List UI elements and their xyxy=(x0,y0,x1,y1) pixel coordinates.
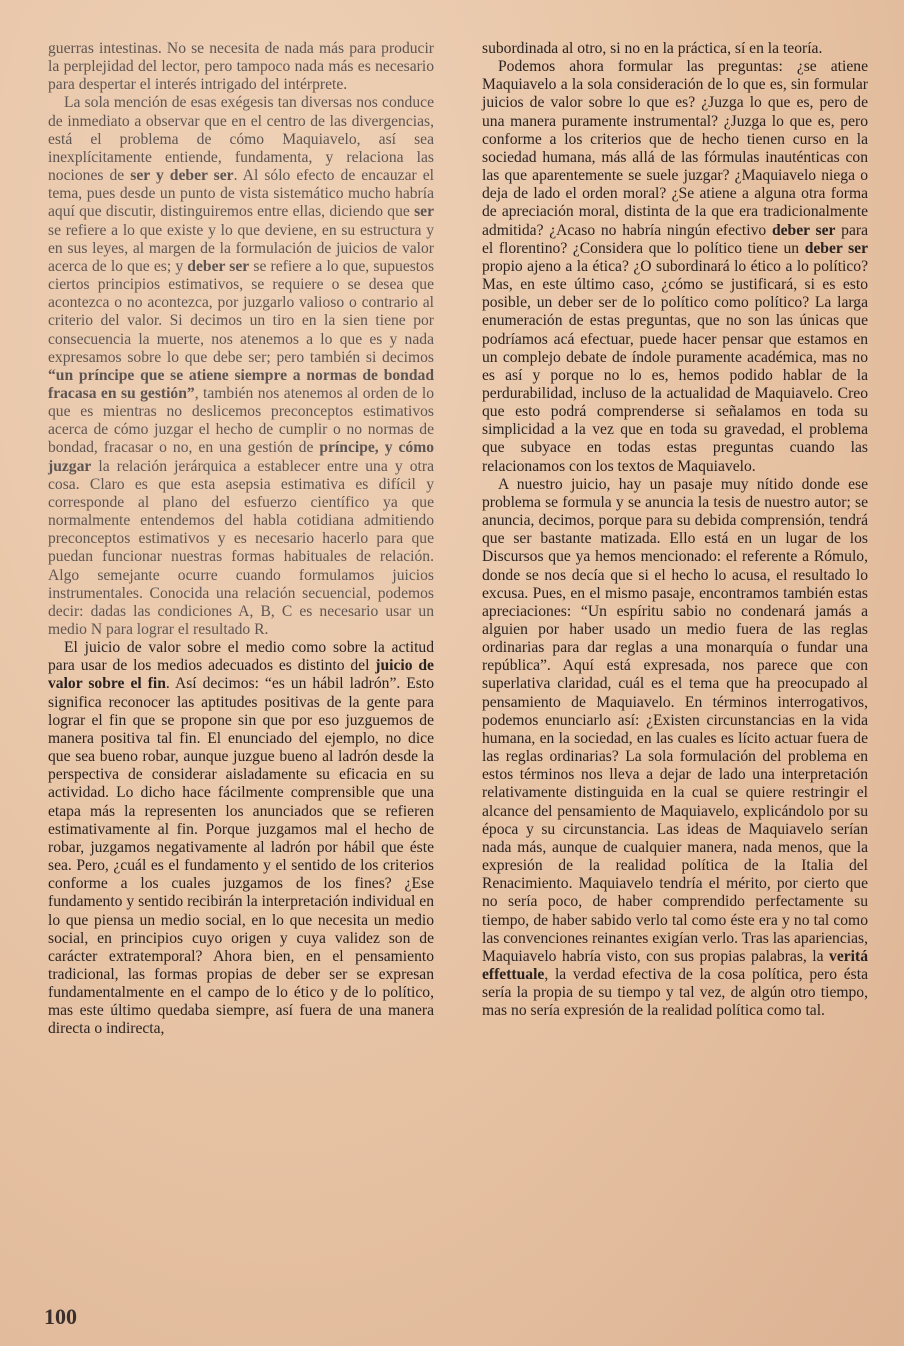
bold-term: veritá effettuale xyxy=(482,947,868,983)
right-column xyxy=(482,40,868,1020)
bold-term: ser y deber ser xyxy=(130,167,234,185)
bold-term: príncipe, y cómo juzgar xyxy=(48,439,434,475)
bold-term: ser xyxy=(414,203,434,221)
bold-term: juicio de valor sobre el fin xyxy=(48,657,434,693)
paragraph-juicio-de-valor xyxy=(48,639,434,1038)
paragraph-text: El juicio de valor sobre el medio como sobre la actitud para usar de los medios adecuados es distinto del xyxy=(48,639,434,675)
paragraph-text: propio ajeno a la ética? ¿O subordinará lo ético a lo político? Mas, en este último caso, ¿cómo se justificará, si es esto posible, un deber ser de lo político como político? La larga enumeración de estas preguntas, que no son las únicas que podríamos acá efectuar, puede hacer pensar que estamos en un complejo debate de índole puramente académica, mas no es así y porque no lo es, hemos podido hablar de la perdurabilidad, incluso de la actualidad de Maquiavelo. Creo que esto podrá comprenderse si señalamos en toda su simplicidad a la vez que en toda su gravedad, el problema que subyace en todas estas preguntas cuando las relacionamos con los textos de Maquiavelo. xyxy=(482,257,868,475)
bold-term: deber ser xyxy=(187,257,250,275)
paragraph-text: para el florentino? ¿Considera que lo político tiene un xyxy=(482,221,868,257)
bold-quote: “un príncipe que se atiene siempre a normas de bondad fracasa en su gestión” xyxy=(48,366,434,402)
paragraph-text: , también nos atenemos al orden de lo que es mientras no deslicemos preconceptos estimativos acerca de cómo juzgar el hecho de cumplir o no normas de bondad, fracasar o no, en una gestión de xyxy=(48,384,434,457)
paragraph-text: subordinada al otro, si no en la práctica, sí en la teoría. xyxy=(482,40,823,57)
paragraph-text: Podemos ahora formular las preguntas: ¿se atiene Maquiavelo a la sola consideración de lo que es, sin formular juicios de valor sobre lo que es? ¿Juzga lo que es, pero de una manera puramente instrumental? ¿Juzga lo que es, pero conforme a los criterios que de hecho tienen curso en la sociedad humana, más allá de las fórmulas inauténticas con las que aparentemente se suele juzgar? ¿Maquiavelo niega o deja de lado el orden moral? ¿Se atiene a alguna otra forma de apreciación moral, distinta de la que era tradicionalmente admitida? ¿Acaso no habría ningún efectivo xyxy=(482,58,868,239)
paragraph-text: . Al sólo efecto de encauzar el tema, pues desde un punto de vista sistemático mucho habría aquí que discutir, distinguiremos entre ellas, diciendo que xyxy=(48,167,434,221)
paragraph-text: . Así decimos: “es un hábil ladrón”. Esto significa reconocer las aptitudes positivas de la gente para lograr el fin que se propone sin que por eso juzguemos de manera positiva tal fin. El enunciado del ejemplo, no dice que sea bueno robar, aunque juzgue bueno al ladrón desde la perspectiva de considerar aisladamente su eficacia en su actividad. Lo dicho hace fácilmente comprensible que una etapa más la representen los anunciados que se refieren estimativamente al fin. Porque juzgamos mal el hecho de robar, juzgamos negativamente al ladrón por hábil que éste sea. Pero, ¿cuál es el fundamento y el sentido de los criterios conforme a los cuales juzgamos de los fines? ¿Ese fundamento y sentido recibirán la interpretación individual en lo que piensa un medio social, en lo que necesita un medio social, en principios cuyo origen y cuya validez son de carácter extratemporal? Ahora bien, en el pensamiento tradicional, las formas propias de deber ser se expresan fundamentalmente en el campo de lo ético y de lo político, mas este último quedaba siempre, así fuera de una manera directa o indirecta, xyxy=(48,675,434,1038)
bold-term: deber ser xyxy=(771,221,836,239)
paragraph-continuation xyxy=(48,40,434,94)
paragraph-text: , la verdad efectiva de la cosa política, pero ésta sería la propia de su tiempo y tal vez, de algún otro tiempo, mas no sería expresión de la realidad política como tal. xyxy=(482,965,868,1020)
left-column xyxy=(48,40,434,1039)
bold-term: deber ser xyxy=(804,239,869,257)
paragraph-text: A nuestro juicio, hay un pasaje muy nítido donde ese problema se formula y se anuncia la tesis de nuestro autor; se anuncia, decimos, porque para su debida comprensión, tendrá que ser bastante matizada. Ello está en un lugar de los Discursos que ya hemos mencionado: el referente a Rómulo, donde se nos decía que si el hecho lo acusa, el resultado lo excusa. Pues, en el mismo pasaje, encontramos también estas apreciaciones: “Un espíritu sabio no condenará jamás a alguien por haber usado un medio fuera de las reglas ordinarias para dar reglas a una monarquía o fundar una república”. Aquí está expresada, nos parece que con superlativa claridad, cuál es el tema que ha preocupado al pensamiento de Maquiavelo. En términos interrogativos, podemos enunciarlo así: ¿Existen circunstancias en la vida humana, en la sociedad, en las cuales es lícito actuar fuera de las reglas ordinarias? La sola formulación del problema en estos términos nos lleva a dejar de lado una interpretación relativamente distinguida en la cual se quiere restringir el alcance del pensamiento de Maquiavelo, explicándolo por su época y su circunstancia. Las ideas de Maquiavelo serían nada más, aunque de cualquier manera, nada menos, que la expresión de la realidad política de la Italia del Renacimiento. Maquiavelo tendría el mérito, por cierto que no sería poco, de haber comprendido perfectamente su tiempo, de haber sabido verlo tal como éste era y no tal como las convenciones reinantes exigían verlo. Tras las apariencias, Maquiavelo habría visto, con sus propias palabras, la xyxy=(482,475,868,965)
paragraph-ser-deber-ser xyxy=(48,94,434,639)
paragraph-nuestro-juicio xyxy=(482,476,868,1021)
paragraph-text: se refiere a lo que, supuestos ciertos principios estimativos, se requiere o se desea que acontezca o no acontezca, por juzgarlo valioso o contrario al criterio del valor. Si decimos un tiro en la sien tiene por consecuencia la muerte, nos atenemos a lo que es y nada expresamos sobre lo que debe ser; pero también si decimos xyxy=(48,257,435,366)
paragraph-text: la relación jerárquica a establecer entre una y otra cosa. Claro es que esta asepsia estimativa es difícil y corresponde al plano del esfuerzo científico ya que normalmente entendemos del habla cotidiana admitiendo preconceptos estimativos y es necesario hacerlo para que puedan funcionar nuestras formas habituales de relación. Algo semejante ocurre cuando formulamos juicios instrumentales. Conocida una relación secuencial, podemos decir: dadas las condiciones A, B, C es necesario usar un medio N para lograr el resultado R. xyxy=(48,457,434,638)
paragraph-text: La sola mención de esas exégesis tan diversas nos conduce de inmediato a observar que en el centro de las divergencias, está el problema de cómo Maquiavelo, así sea inexplícitamente entiende, fundamenta, y relaciona las nociones de xyxy=(48,94,434,185)
paragraph-text: se refiere a lo que existe y lo que deviene, en su estructura y en sus leyes, al margen de la formulación de juicios de valor acerca de lo que es; y xyxy=(48,221,434,275)
paragraph-continuation xyxy=(482,40,868,58)
paragraph-text: guerras intestinas. No se necesita de nada más para producir la perplejidad del lector, pero tampoco nada más es necesario para despertar el interés intrigado del intérprete. xyxy=(48,40,434,94)
paragraph-preguntas xyxy=(482,58,868,476)
page-number: 100 xyxy=(44,1304,77,1329)
